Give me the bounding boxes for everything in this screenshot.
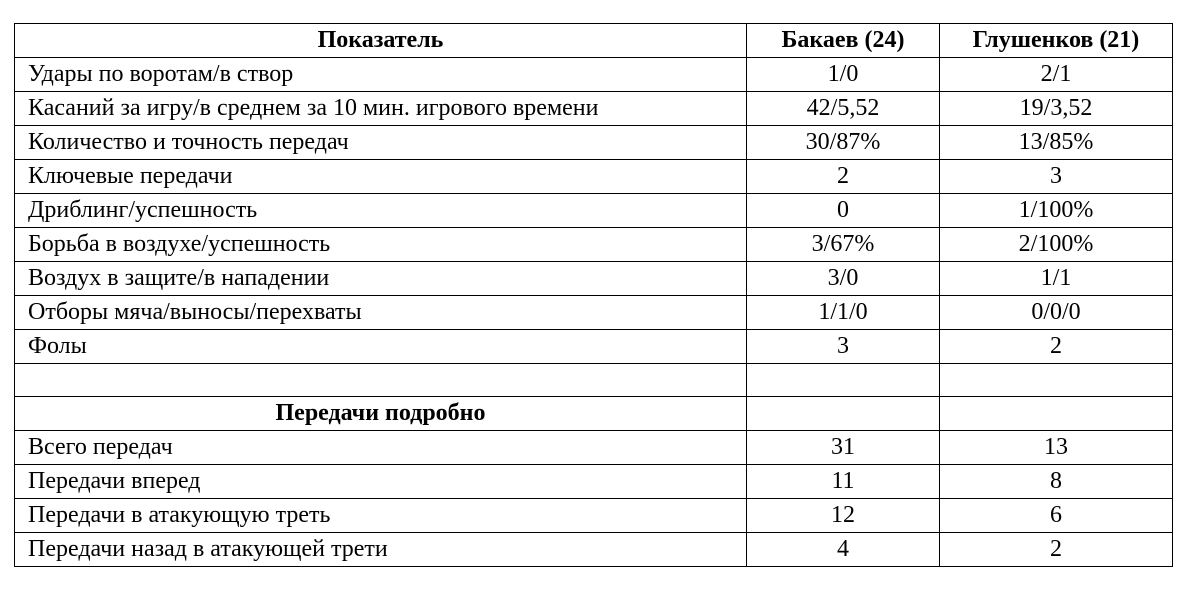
table-row [15, 126, 1173, 160]
player-2-value: 1/1 [940, 262, 1173, 296]
player-1-value: 31 [747, 431, 940, 465]
player-2-value: 19/3,52 [940, 92, 1173, 126]
header-player-2: Глушенков (21) [940, 24, 1173, 58]
row-label: Количество и точность передач [15, 126, 747, 160]
empty-cell [747, 397, 940, 431]
row-label: Передачи в атакующую треть [15, 499, 747, 533]
player-1-value: 12 [747, 499, 940, 533]
player-2-value: 6 [940, 499, 1173, 533]
row-label: Передачи назад в атакующей трети [15, 533, 747, 567]
player-1-value: 0 [747, 194, 940, 228]
player-1-value: 1/1/0 [747, 296, 940, 330]
player-1-value: 3 [747, 330, 940, 364]
header-metric: Показатель [15, 24, 747, 58]
row-label: Всего передач [15, 431, 747, 465]
row-label: Фолы [15, 330, 747, 364]
player-2-value: 1/100% [940, 194, 1173, 228]
player-2-value: 0/0/0 [940, 296, 1173, 330]
table-row [15, 160, 1173, 194]
row-label: Дриблинг/успешность [15, 194, 747, 228]
player-2-value: 13 [940, 431, 1173, 465]
player-1-value: 3/0 [747, 262, 940, 296]
player-2-value: 2 [940, 533, 1173, 567]
header-player-1: Бакаев (24) [747, 24, 940, 58]
row-label: Удары по воротам/в створ [15, 58, 747, 92]
player-1-value: 42/5,52 [747, 92, 940, 126]
table-row [15, 262, 1173, 296]
player-1-value: 1/0 [747, 58, 940, 92]
table-row [15, 431, 1173, 465]
empty-cell [747, 364, 940, 397]
player-2-value: 2 [940, 330, 1173, 364]
section-header-row [15, 397, 1173, 431]
header-row [15, 24, 1173, 58]
player-2-value: 2/100% [940, 228, 1173, 262]
player-1-value: 11 [747, 465, 940, 499]
table-row [15, 499, 1173, 533]
row-label: Отборы мяча/выносы/перехваты [15, 296, 747, 330]
player-2-value: 3 [940, 160, 1173, 194]
player-2-value: 8 [940, 465, 1173, 499]
table-row [15, 533, 1173, 567]
player-1-value: 3/67% [747, 228, 940, 262]
table-row [15, 58, 1173, 92]
table-row [15, 465, 1173, 499]
player-2-value: 2/1 [940, 58, 1173, 92]
player-2-value: 13/85% [940, 126, 1173, 160]
table-row [15, 228, 1173, 262]
empty-cell [15, 364, 747, 397]
row-label: Касаний за игру/в среднем за 10 мин. игрового времени [15, 92, 747, 126]
row-label: Борьба в воздухе/успешность [15, 228, 747, 262]
table-row [15, 92, 1173, 126]
row-label: Передачи вперед [15, 465, 747, 499]
stats-table [14, 23, 1173, 567]
row-label: Воздух в защите/в нападении [15, 262, 747, 296]
section-title: Передачи подробно [15, 397, 747, 431]
table-row [15, 296, 1173, 330]
player-1-value: 2 [747, 160, 940, 194]
empty-cell [940, 364, 1173, 397]
table-row [15, 194, 1173, 228]
table-row [15, 330, 1173, 364]
empty-cell [940, 397, 1173, 431]
player-1-value: 30/87% [747, 126, 940, 160]
empty-row [15, 364, 1173, 397]
player-1-value: 4 [747, 533, 940, 567]
row-label: Ключевые передачи [15, 160, 747, 194]
